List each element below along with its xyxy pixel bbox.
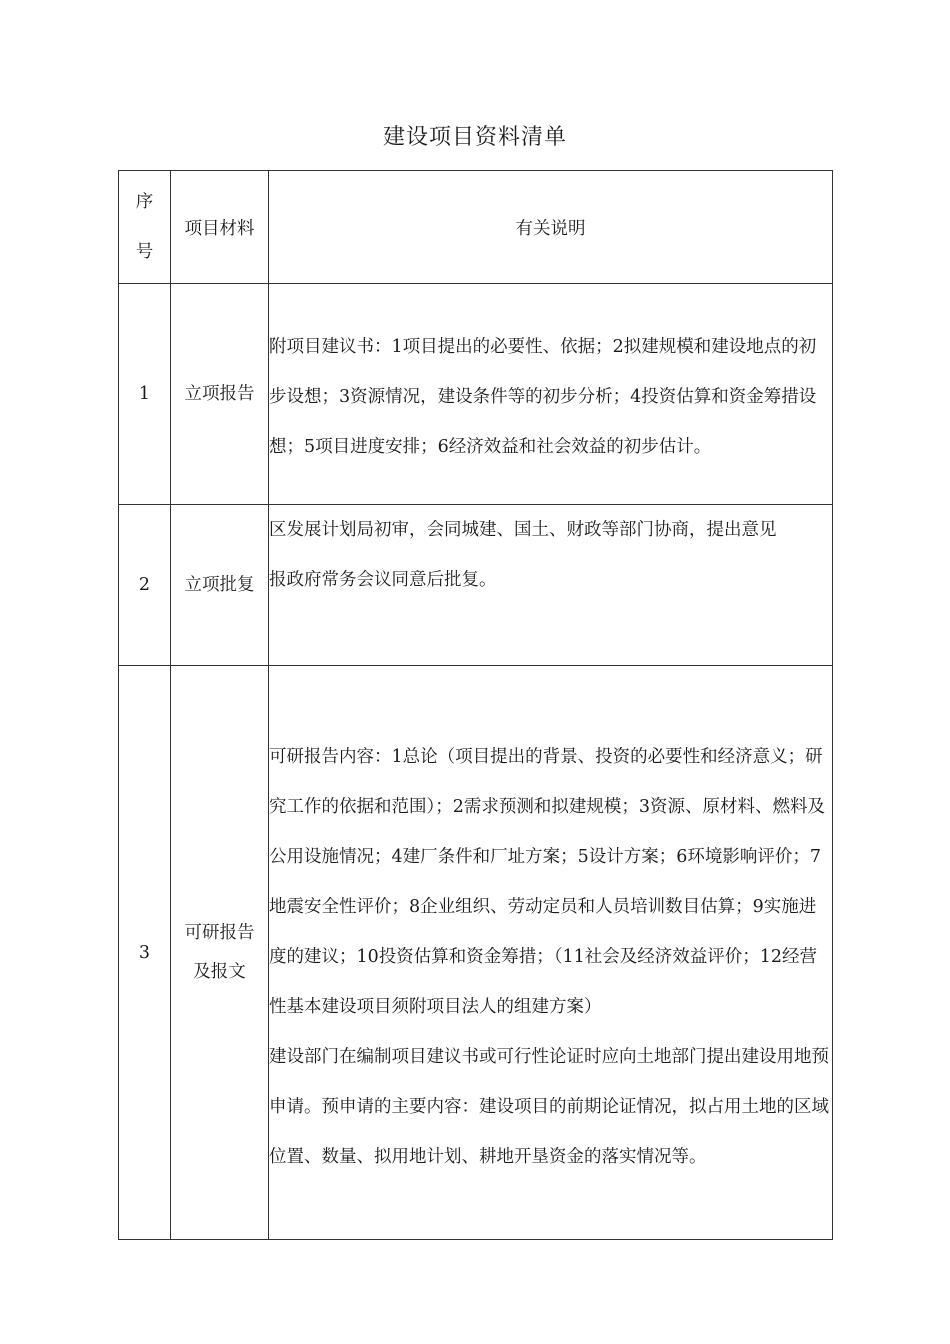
table-row <box>119 284 833 505</box>
materials-table <box>118 170 833 1240</box>
row-number: 3 <box>119 666 171 1240</box>
table-row <box>119 666 833 1240</box>
document-title: 建设项目资料清单 <box>382 125 567 150</box>
row-notes-paragraph: 报政府常务会议同意后批复。 <box>269 570 497 590</box>
table-header-row <box>119 171 833 284</box>
table-row <box>119 505 833 666</box>
header-number-text: 序号 <box>135 192 154 262</box>
row-material: 立项报告 <box>171 284 269 505</box>
header-number <box>119 171 171 284</box>
row-notes-paragraph: 区发展计划局初审，会同城建、国土、财政等部门协商，提出意见 <box>269 520 777 540</box>
row-notes <box>269 505 833 666</box>
row-notes <box>269 284 833 505</box>
row-notes-paragraph: 建设部门在编制项目建议书或可行性论证时应向土地部门提出建设用地预申请。预申请的主要内容：建设项目的前期论证情况，拟占用土地的区域位置、数量、拟用地计划、耕地开垦资金的落实情况等。 <box>269 1047 829 1167</box>
row-notes <box>269 666 833 1240</box>
row-number: 2 <box>119 505 171 666</box>
row-material <box>171 666 269 1240</box>
header-material: 项目材料 <box>171 171 269 284</box>
row-notes-paragraph: 可研报告内容：1总论（项目提出的背景、投资的必要性和经济意义；研究工作的依据和范围）；2需求预测和拟建规模；3资源、原材料、燃料及公用设施情况；4建厂条件和厂址方案；5设计方案；6环境影响评价；7地震安全性评价；8企业组织、劳动定员和人员培训数目估算；9实施进度的建议；10投资估算和资金筹措；（11社会及经济效益评价；12经营性基本建设项目须附项目法人的组建方案） <box>269 747 826 1017</box>
row-material: 立项批复 <box>171 505 269 666</box>
row-material-text: 可研报告及报文 <box>184 922 255 982</box>
row-notes-paragraph: 附项目建议书：1项目提出的必要性、依据；2拟建规模和建设地点的初步设想；3资源情况，建设条件等的初步分析；4投资估算和资金筹措设想；5项目进度安排；6经济效益和社会效益的初步估计。 <box>269 337 817 457</box>
header-notes: 有关说明 <box>269 171 833 284</box>
row-number: 1 <box>119 284 171 505</box>
